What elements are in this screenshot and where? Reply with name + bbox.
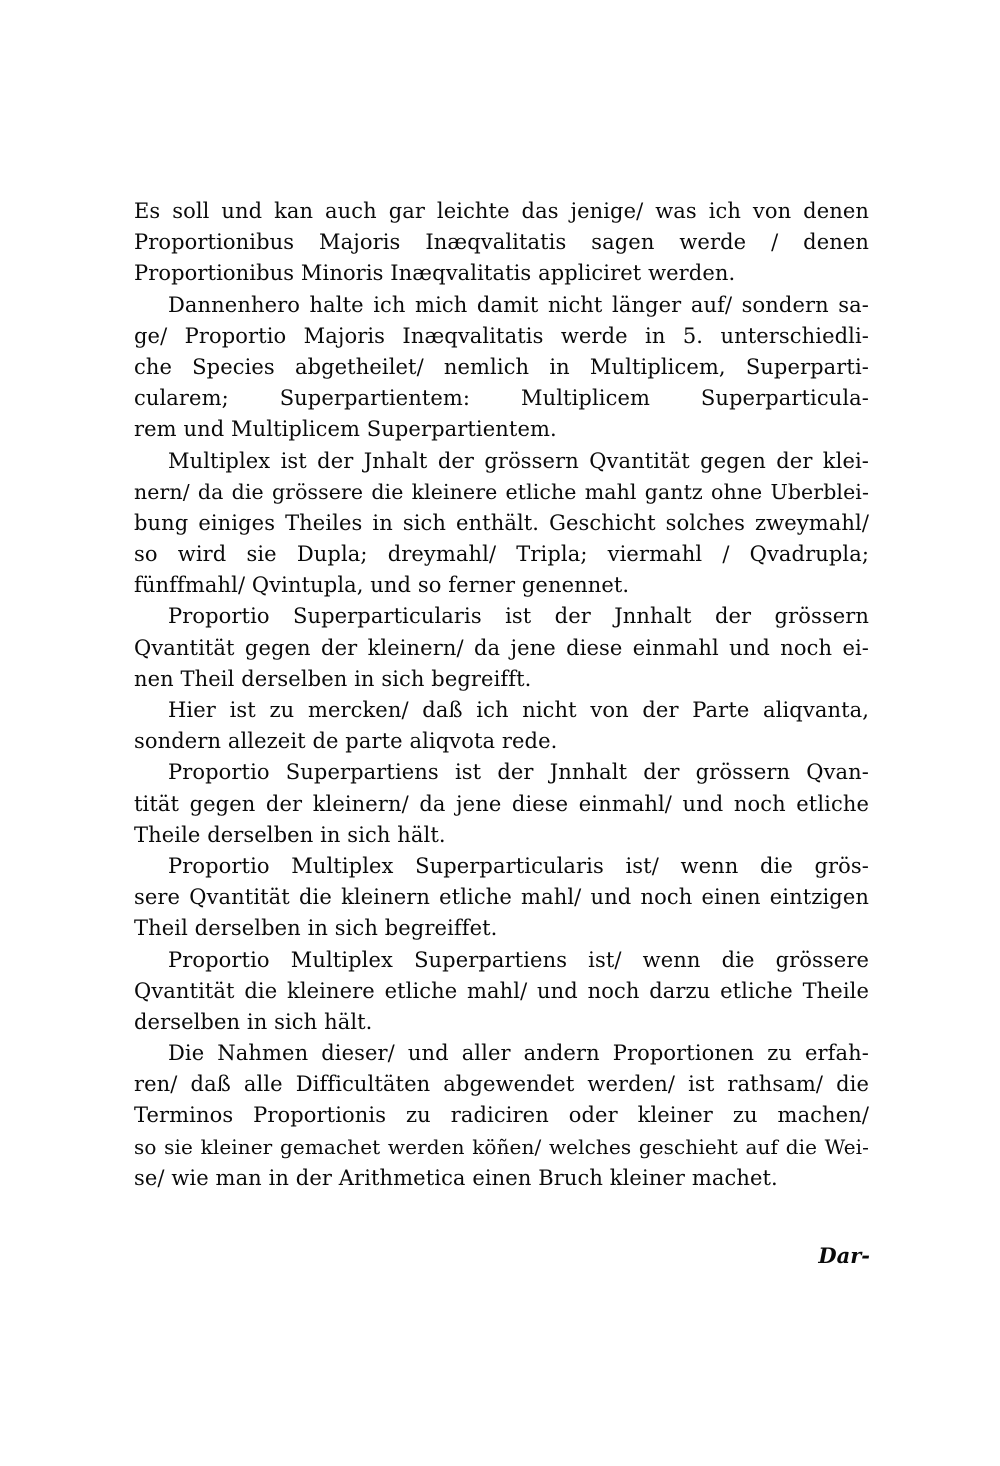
text-line: Multiplex ist der Jnhalt der grössern Qvantität gegen der klei- xyxy=(168,448,869,473)
text-line: Die Nahmen dieser/ und aller andern Proportionen zu erfah- xyxy=(168,1041,869,1066)
text-line: Proportio Multiplex Superparticularis ist/ wenn die grös- xyxy=(168,853,869,878)
text-line: fünffmahl/ Qvintupla, und so ferner genennet. xyxy=(134,573,630,598)
text-line: Proportionibus Majoris Inæqvalitatis sagen werde / denen xyxy=(134,230,869,255)
text-line: ren/ daß alle Difficultäten abgewendet werden/ ist rathsam/ die xyxy=(134,1072,869,1097)
text-line: cularem; Superpartientem: Multiplicem Superparticula- xyxy=(134,386,869,411)
text-line: derselben in sich hält. xyxy=(134,1009,373,1034)
text-line: rem und Multiplicem Superpartientem. xyxy=(134,417,557,442)
text-block xyxy=(134,196,869,1194)
text-line: Proportionibus Minoris Inæqvalitatis appliciret werden. xyxy=(134,261,736,286)
text-line: ge/ Proportio Majoris Inæqvalitatis werde in 5. unterschiedli- xyxy=(134,323,869,348)
text-line: nen Theil derselben in sich begreifft. xyxy=(134,666,532,691)
text-line: Proportio Superpartiens ist der Jnnhalt der grössern Qvan- xyxy=(168,760,869,785)
text-line: nern/ da die grössere die kleinere etliche mahl gantz ohne Uberblei- xyxy=(134,479,869,504)
text-line: Qvantität gegen der kleinern/ da jene diese einmahl und noch ei- xyxy=(134,635,869,660)
text-line: tität gegen der kleinern/ da jene diese einmahl/ und noch etliche xyxy=(134,791,869,816)
text-line: Dannenhero halte ich mich damit nicht länger auf/ sondern sa- xyxy=(168,292,869,317)
text-line: so wird sie Dupla; dreymahl/ Tripla; viermahl / Qvadrupla; xyxy=(134,542,869,567)
text-line: Terminos Proportionis zu radiciren oder kleiner zu machen/ xyxy=(134,1103,869,1128)
text-line: Theile derselben in sich hält. xyxy=(134,822,446,847)
text-line: Hier ist zu mercken/ daß ich nicht von der Parte aliqvanta, xyxy=(168,698,869,722)
text-line: Proportio Superparticularis ist der Jnnhalt der grössern xyxy=(168,604,869,629)
catchword: Dar- xyxy=(818,1243,870,1268)
text-line: bung einiges Theiles in sich enthält. Geschicht solches zweymahl/ xyxy=(134,510,869,535)
text-line: Qvantität die kleinere etliche mahl/ und noch darzu etliche Theile xyxy=(134,978,869,1003)
text-line: sere Qvantität die kleinern etliche mahl/ und noch einen eintzigen xyxy=(134,885,869,910)
text-line: Proportio Multiplex Superpartiens ist/ wenn die grössere xyxy=(168,947,869,972)
text-line: so sie kleiner gemachet werden köñen/ welches geschieht auf die Wei- xyxy=(134,1134,869,1159)
text-line: che Species abgetheilet/ nemlich in Multiplicem, Superparti- xyxy=(134,354,869,379)
text-line: se/ wie man in der Arithmetica einen Bruch kleiner machet. xyxy=(134,1165,778,1190)
text-line: Es soll und kan auch gar leichte das jenige/ was ich von denen xyxy=(134,199,869,223)
text-line: sondern allezeit de parte aliqvota rede. xyxy=(134,729,558,754)
text-line: Theil derselben in sich begreiffet. xyxy=(134,916,498,941)
